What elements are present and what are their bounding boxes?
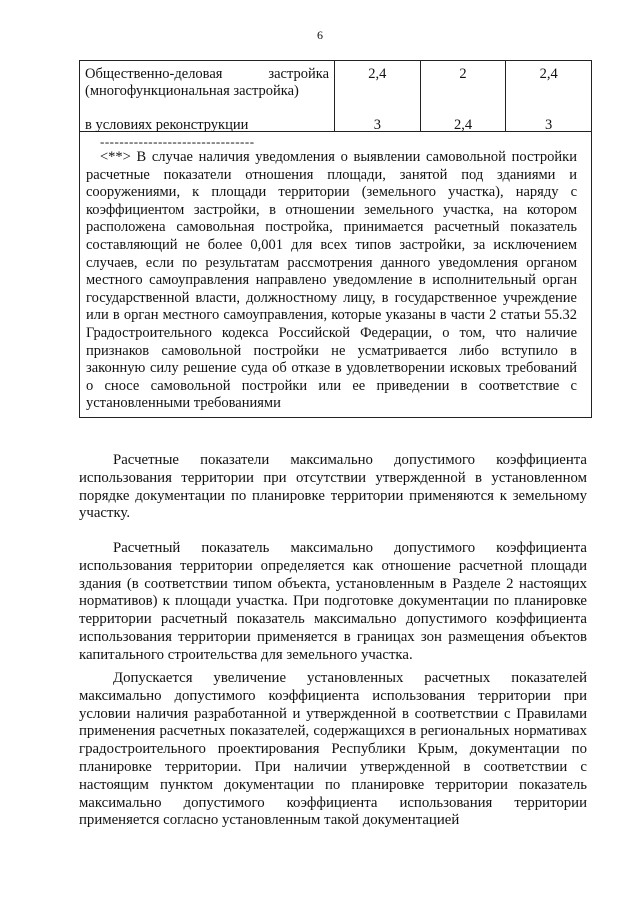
table-row (80, 61, 591, 132)
norms-table (79, 60, 592, 418)
value-bottom-3: 3 (545, 117, 553, 133)
table-note (80, 132, 591, 417)
paragraph-3: Допускается увеличение установленных расчетных показателей максимально допустимого коэффициента использования территории при условии наличия разработанной и утвержденной в соответствии с Правилами применения расчетных показателей, содержащихся в региональных нормативах градостроительного проектирования Республики Крым, документации по планировке территории. При наличии утвержденной в соответствии с настоящим пунктом документации по планировке территории показатель максимально допустимого коэффициента использования территории применяется согласно установленным такой документацией (79, 670, 587, 829)
value-top-2: 2 (459, 66, 467, 82)
value-cell-3 (506, 61, 591, 131)
value-top-1: 2,4 (368, 66, 387, 82)
note-separator: -------------------------------- (100, 134, 255, 149)
value-bottom-2: 2,4 (453, 117, 473, 133)
paragraph-2: Расчетный показатель максимально допустимого коэффициента использования территории определяется как отношение расчетной площади здания (в соответствии типом объекта, установленным в Разделе 2 настоящих нормативов) к площади участка. При подготовке документации по планировке территории расчетный показатель максимально допустимого коэффициента использования территории применяется в границах зон размещения объектов капитального строительства для земельного участка. (79, 540, 587, 663)
value-top-3: 2,4 (539, 66, 558, 82)
value-cell-2 (421, 61, 507, 131)
row-name-line2: (многофункциональная застройка) (85, 83, 299, 99)
value-cell-1 (335, 61, 421, 131)
row-name-cell (80, 61, 335, 131)
value-bottom-1: 3 (373, 117, 381, 133)
row-name-line3: в условиях реконструкции (85, 117, 249, 133)
page-number: 6 (317, 28, 323, 42)
row-name-line1: Общественно-деловая застройка (85, 66, 330, 82)
note-text: <**> В случае наличия уведомления о выявлении самовольной постройки расчетные показатели отношения площади, занятой под зданиями и сооружениями, к площади территории (земельного участка), наряду с коэффициентом застройки, в отношении земельного участка, на котором расположена самовольная постройка, принимается расчетный показатель составляющий не более 0,001 для всех типов застройки, за исключением случаев, если по результатам рассмотрения данного уведомления органом местного самоуправления направлено уведомление в исполнительный орган государственной власти, должностному лицу, в государственное учреждение или в орган местного самоуправления, которые указаны в части 2 статьи 55.32 Градостроительного кодекса Российской Федерации, о том, что наличие признаков самовольной постройки не усматривается либо вступило в законную силу решение суда об отказе в удовлетворении исковых требований о сносе самовольной постройки или ее приведении в соответствие с установленными требованиями (86, 149, 577, 412)
paragraph-1: Расчетные показатели максимально допустимого коэффициента использования территории при отсутствии утвержденной в установленном порядке документации по планировке территории применяются к земельному участку. (79, 452, 587, 522)
